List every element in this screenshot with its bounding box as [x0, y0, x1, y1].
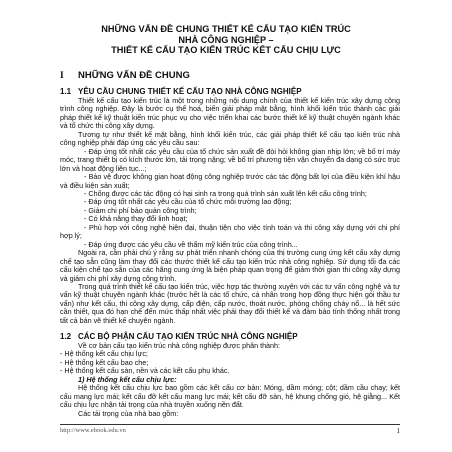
list-item: - Hệ thống kết cấu chịu lực;: [60, 349, 148, 359]
section-heading-1-2: [60, 332, 298, 341]
section-1-1-body: [60, 97, 400, 325]
title-line: NHÀ CÔNG NGHIỆP –: [178, 34, 274, 45]
paragraph: Các tải trọng của nhà bao gồm:: [78, 408, 179, 418]
title-line: THIẾT KẾ CẤU TẠO KIẾN TRÚC KẾT CẤU CHỊU LỰC: [111, 45, 341, 56]
subsection-heading: 1) Hệ thống kết cấu chịu lực:: [78, 374, 177, 384]
paragraph: Ngoài ra, cần phải chú ý rằng sự phát triển nhanh chóng của thị trường cung ứng kết cấu xây dựng chế tạo sẵn cũng làm thay đổi các thước thiết kế cấu tạo kiến trúc nhà công nghiệp. Sử dụng tối đa các cấu kiện chế tạo sẵn của các hãng cung ứng là biện pháp quan trọng để giảm thời gian thi công xây dựng và giảm chi phí xây dựng công trình.: [60, 248, 400, 283]
paragraph: Tương tự như thiết kế mặt bằng, hình khối kiến trúc, các giải pháp thiết kế cấu tạo kiến trúc nhà công nghiệp phải đáp ứng các yêu cầu sau:: [60, 129, 400, 148]
list-item: - Chống được các tác động có hại sinh ra trong quá trình sản xuất lên kết cấu công trình;: [84, 188, 367, 198]
footer-divider: [60, 424, 400, 425]
section-1-2-body: [60, 342, 400, 418]
list-item: - Giảm chi phí bảo quản công trình;: [84, 205, 197, 215]
list-item: - Đáp ứng tốt nhất các yêu cầu của tổ chức môi trường lao động;: [84, 197, 292, 207]
paragraph: Thiết kế cấu tạo kiến trúc là một trong những nội dung chính của thiết kế kiến trúc xây dựng công trình công nghiệp. Đây là bước cụ thể hoá, biến giải pháp mặt bằng, hình khối kiến trúc thành các giải pháp thiết kế kỹ thuật kiến trúc phục vụ cho việc triển khai các bước thiết kế kỹ thuật chuyên ngành khác và tổ chức thi công xây dựng.: [60, 96, 400, 131]
section-title: CÁC BỘ PHẬN CẤU TẠO KIẾN TRÚC NHÀ CÔNG NGHIỆP: [78, 332, 298, 341]
paragraph: Hệ thống kết cấu chịu lực bao gồm các kết cấu cơ bản: Móng, dầm móng; cột; dầm cầu chạy; kết cấu mang lực mái; kết cấu đỡ kết cấu mang lực mái; kết cấu đỡ sàn, hệ khung chống gió, hệ giằng... Kết cấu chịu lực nhận tải trọng của nhà truyền xuống nền đất.: [60, 383, 400, 410]
chapter-heading: [60, 70, 190, 81]
title-line: NHỮNG VẤN ĐỀ CHUNG THIẾT KẾ CẤU TẠO KIẾN TRÚC: [101, 24, 351, 34]
paragraph: Về cơ bản cấu tạo kiến trúc nhà công nghiệp được phân thành:: [78, 341, 281, 350]
list-item: - Có khả năng thay đổi linh hoạt;: [84, 214, 188, 224]
section-number: 1.2: [60, 332, 72, 341]
chapter-title: NHỮNG VẤN ĐỀ CHUNG: [78, 70, 190, 81]
page-number: 1: [396, 427, 400, 435]
footer-url: http://www.ebook.edu.vn: [60, 427, 126, 434]
paragraph: Trong quá trình thiết kế cấu tạo kiến trúc, việc hợp tác thường xuyên với các tư vấn công nghệ và tư vấn kỹ thuật chuyên ngành khác (trước hết là các tổ chức, cá nhân trong hợp đồng thực hiện gói thầu tư vấn) như kết cấu, thi công xây dựng, cấp điện, cấp nước, thoát nước, phòng chống cháy nổ... là hết sức cần thiết, qua đó hạn chế đến mức thấp nhất việc phải thay đổi thiết kế và đảm bảo tính thống nhất trong tất cả bản vẽ thiết kế chuyên ngành.: [60, 281, 400, 325]
section-heading-1-1: [60, 87, 302, 96]
document-title: [40, 24, 412, 56]
list-item: - Phù hợp với công nghệ hiện đại, thuận tiện cho việc tính toán và thi công xây dựng với chi phí hợp lý;: [60, 222, 400, 241]
list-item: - Đáp ứng được các yêu cầu về thẩm mỹ kiến trúc của công trình...: [84, 239, 298, 249]
list-item: - Hệ thống kết cấu bao che;: [60, 357, 149, 367]
list-item: - Đáp ứng tốt nhất các yêu cầu của tổ chức sản xuất đề đòi hỏi không gian nhịp lớn; về bố trí máy móc, trang thiết bị có kích thước lớn, tải trọng nặng; về bố trí phương tiện vận chuyển đa dạng có sức trục lớn và hoạt động liên tục...;: [60, 146, 400, 173]
section-title: YÊU CẦU CHUNG THIẾT KẾ CẤU TẠO NHÀ CÔNG NGHIỆP: [78, 87, 302, 96]
list-item: - Hệ thống kết cấu sàn, nền và các kết cấu phụ khác.: [60, 366, 230, 376]
chapter-number: I: [60, 71, 64, 81]
list-item: - Bảo vệ được không gian hoạt động công nghiệp trước các tác động bất lợi của điều kiện khí hậu và điều kiện sản xuất;: [60, 172, 400, 190]
section-number: 1.1: [60, 87, 72, 96]
